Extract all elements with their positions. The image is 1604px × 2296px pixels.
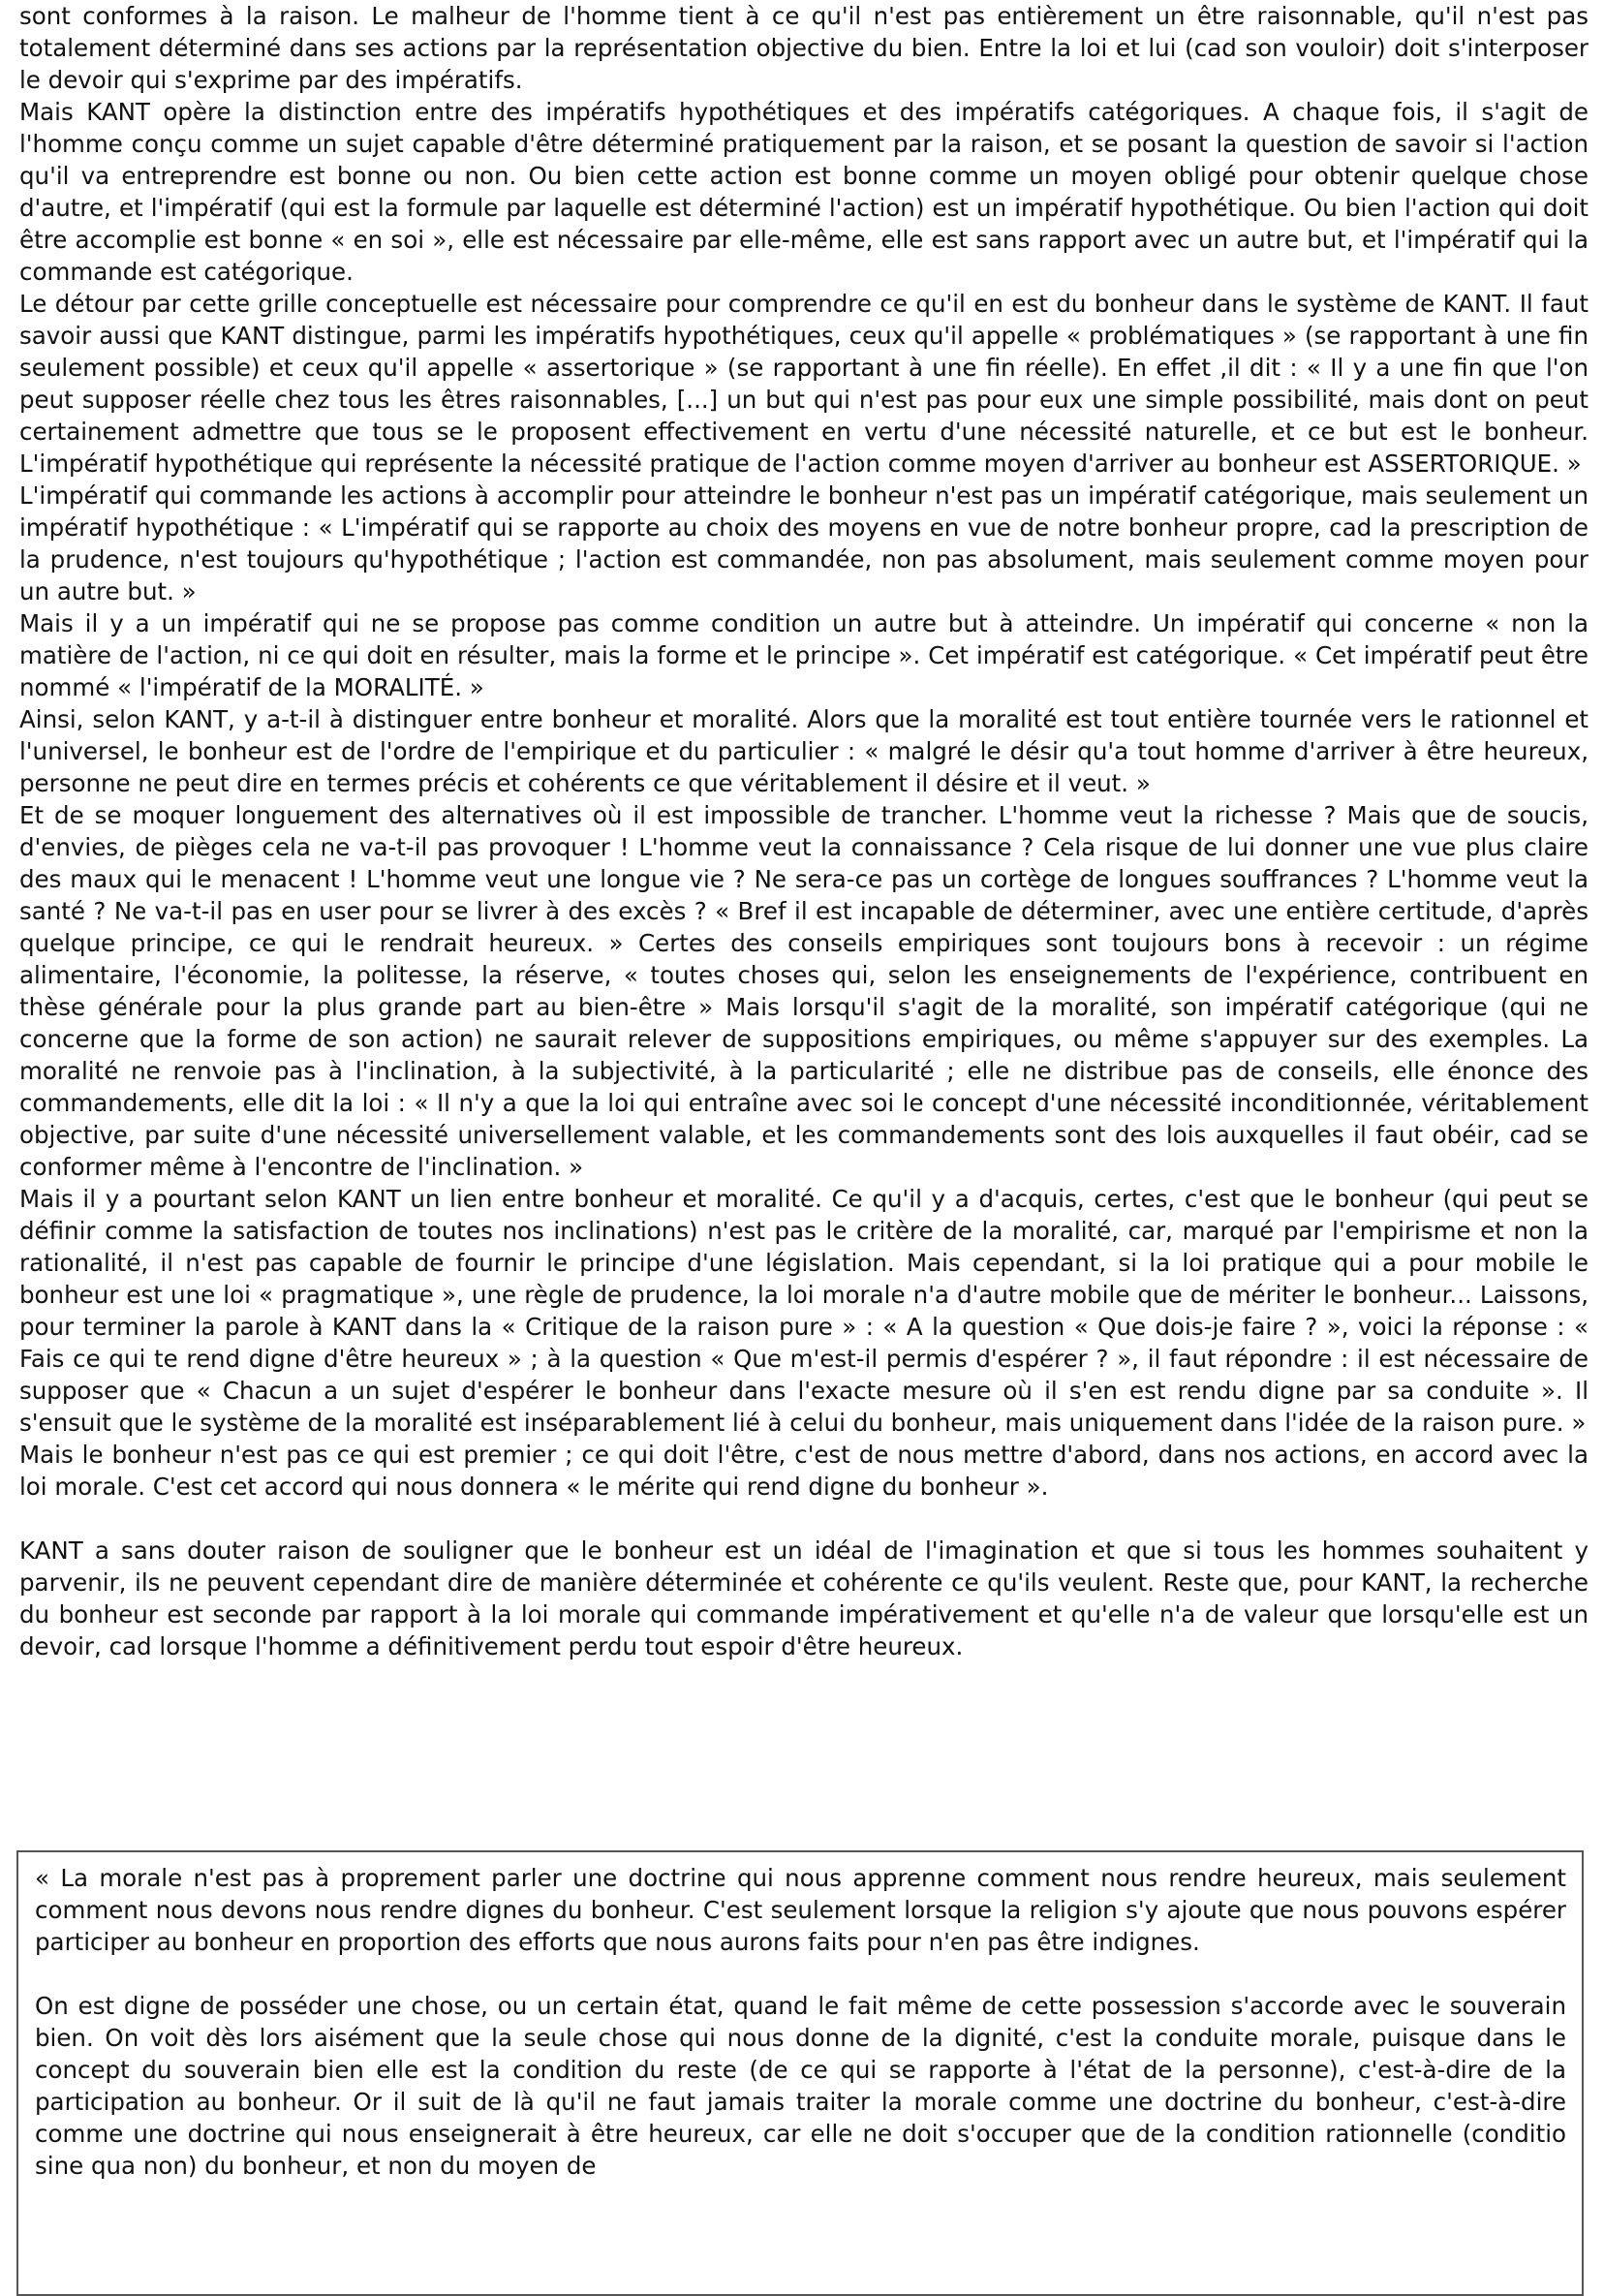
quote-paragraph-1: « La morale n'est pas à proprement parler une doctrine qui nous apprenne comment nous rendre heureux, mais seulement comment nous devons nous rendre dignes du bonheur. C'est seulement lorsque la religion s'y ajoute que nous pouvons espérer participer au bonheur en proportion des efforts que nous aurons faits pour n'en pas être indignes.: [35, 1864, 1566, 1956]
paragraph-happiness-vs-morality: Ainsi, selon KANT, y a-t-il à distinguer entre bonheur et moralité. Alors que la moralité est tout entière tournée vers le rationnel et l'universel, le bonheur est de l'ordre de l'empirique et du particulier : « malgré le désir qu'a tout homme d'arriver à être heureux, personne ne peut dire en termes précis et cohérents ce que véritablement il désire et il veut. »: [19, 705, 1589, 797]
paragraph-conclusion: KANT a sans douter raison de souligner que le bonheur est un idéal de l'imagination et que si tous les hommes souhaitent y parvenir, ils ne peuvent cependant dire de manière déterminée et cohérente ce qu'ils veulent. Reste que, pour KANT, la recherche du bonheur est seconde par rapport à la loi morale qui commande impérativement et qu'elle n'a de valeur que lorsqu'elle est un devoir, cad lorsque l'homme a définitivement perdu tout espoir d'être heureux.: [19, 1536, 1589, 1660]
paragraph-imperatives-distinction: Mais KANT opère la distinction entre des impératifs hypothétiques et des impératifs catégoriques. A chaque fois, il s'agit de l'homme conçu comme un sujet capable d'être déterminé pratiquement par la raison, et se posant la question de savoir si l'action qu'il va entreprendre est bonne ou non. Ou bien cette action est bonne comme un moyen obligé pour obtenir quelque chose d'autre, et l'impératif (qui est la formule par laquelle est déterminé l'action) est un impératif hypothétique. Ou bien l'action qui doit être accomplie est bonne « en soi », elle est nécessaire par elle-même, elle est sans rapport avec un autre but, et l'impératif qui la commande est catégorique.: [19, 98, 1589, 286]
paragraph-hypothetical-imperative: L'impératif qui commande les actions à accomplir pour atteindre le bonheur n'est pas un impératif catégorique, mais seulement un impératif hypothétique : « L'impératif qui se rapporte au choix des moyens en vue de notre bonheur propre, cad la prescription de la prudence, n'est toujours qu'hypothétique ; l'action est commandée, non pas absolument, mais seulement comme moyen pour un autre but. »: [19, 481, 1589, 605]
paragraph-assertoric: Le détour par cette grille conceptuelle est nécessaire pour comprendre ce qu'il en est du bonheur dans le système de KANT. Il faut savoir aussi que KANT distingue, parmi les impératifs hypothétiques, ceux qu'il appelle « problématiques » (se rapportant à une fin seulement possible) et ceux qu'il appelle « assertorique » (se rapportant à une fin réelle). En effet ,il dit : « Il y a une fin que l'on peut supposer réelle chez tous les êtres raisonnables, [...] un but qui n'est pas pour eux une simple possibilité, mais dont on peut certainement admettre que tous se le proposent effectivement en vertu d'une nécessité naturelle, et ce but est le bonheur. L'impératif hypothétique qui représente la nécessité pratique de l'action comme moyen d'arriver au bonheur est ASSERTORIQUE. »: [19, 290, 1589, 478]
paragraph-alternatives: Et de se moquer longuement des alternatives où il est impossible de trancher. L'homme veut la richesse ? Mais que de soucis, d'envies, de pièges cela ne va-t-il pas provoquer ! L'homme veut la connaissance ? Cela risque de lui donner une vue plus claire des maux qui le menacent ! L'homme veut une longue vie ? Ne sera-ce pas un cortège de longues souffrances ? L'homme veut la santé ? Ne va-t-il pas en user pour se livrer à des excès ? « Bref il est incapable de déterminer, avec une entière certitude, d'après quelque principe, ce qui le rendrait heureux. » Certes des conseils empiriques sont toujours bons à recevoir : un régime alimentaire, l'économie, la politesse, la réserve, « toutes choses qui, selon les enseignements de l'expérience, contribuent en thèse générale pour la plus grande part au bien-être » Mais lorsqu'il s'agit de la moralité, son impératif catégorique (qui ne concerne que la forme de son action) ne saurait relever de suppositions empiriques, ou même s'appuyer sur des exemples. La moralité ne renvoie pas à l'inclination, à la subjectivité, à la particularité ; elle ne distribue pas de conseils, elle énonce des commandements, elle dit la loi : « Il n'y a que la loi qui entraîne avec soi le concept d'une nécessité inconditionnée, véritablement objective, par suite d'une nécessité universellement valable, et les commandements sont des lois auxquelles il faut obéir, cad se conformer même à l'encontre de l'inclination. »: [19, 801, 1589, 1181]
paragraph-reason: sont conformes à la raison. Le malheur de l'homme tient à ce qu'il n'est pas entièrement un être raisonnable, qu'il n'est pas totalement déterminé dans ses actions par la représentation objective du bien. Entre la loi et lui (cad son vouloir) doit s'interposer le devoir qui s'exprime par des impératifs.: [19, 2, 1589, 94]
document-body: [19, 0, 1589, 1662]
quote-spacer: [35, 1958, 1566, 1990]
quotation-box: [16, 1850, 1584, 2296]
paragraph-spacer: [19, 1503, 1589, 1535]
paragraph-moral-law-first: Mais le bonheur n'est pas ce qui est premier ; ce qui doit l'être, c'est de nous mettre d'abord, dans nos actions, en accord avec la loi morale. C'est cet accord qui nous donnera « le mérite qui rend digne du bonheur ».: [19, 1441, 1589, 1501]
quote-paragraph-2: On est digne de posséder une chose, ou un certain état, quand le fait même de cette possession s'accorde avec le souverain bien. On voit dès lors aisément que la seule chose qui nous donne de la dignité, c'est la conduite morale, puisque dans le concept du souverain bien elle est la condition du reste (de ce qui se rapporte à l'état de la personne), c'est-à-dire de la participation au bonheur. Or il suit de là qu'il ne faut jamais traiter la morale comme une doctrine du bonheur, c'est-à-dire comme une doctrine qui nous enseignerait à être heureux, car elle ne doit s'occuper que de la condition rationnelle (conditio sine qua non) du bonheur, et non du moyen de: [35, 1992, 1566, 2180]
paragraph-categorical-imperative: Mais il y a un impératif qui ne se propose pas comme condition un autre but à atteindre. Un impératif qui concerne « non la matière de l'action, ni ce qui doit en résulter, mais la forme et le principe ». Cet impératif est catégorique. « Cet impératif peut être nommé « l'impératif de la MORALITÉ. »: [19, 609, 1589, 701]
paragraph-link-happiness-morality: Mais il y a pourtant selon KANT un lien entre bonheur et moralité. Ce qu'il y a d'acquis, certes, c'est que le bonheur (qui peut se définir comme la satisfaction de toutes nos inclinations) n'est pas le critère de la moralité, car, marqué par l'empirisme et non la rationalité, il n'est pas capable de fournir le principe d'une législation. Mais cependant, si la loi pratique qui a pour mobile le bonheur est une loi « pragmatique », une règle de prudence, la loi morale n'a d'autre mobile que de mériter le bonheur... Laissons, pour terminer la parole à KANT dans la « Critique de la raison pure » : « A la question « Que dois-je faire ? », voici la réponse : « Fais ce qui te rend digne d'être heureux » ; à la question « Que m'est-il permis d'espérer ? », il faut répondre : il est nécessaire de supposer que « Chacun a un sujet d'espérer le bonheur dans l'exacte mesure où il s'en est rendu digne par sa conduite ». Il s'ensuit que le système de la moralité est inséparablement lié à celui du bonheur, mais uniquement dans l'idée de la raison pure. »: [19, 1185, 1589, 1437]
